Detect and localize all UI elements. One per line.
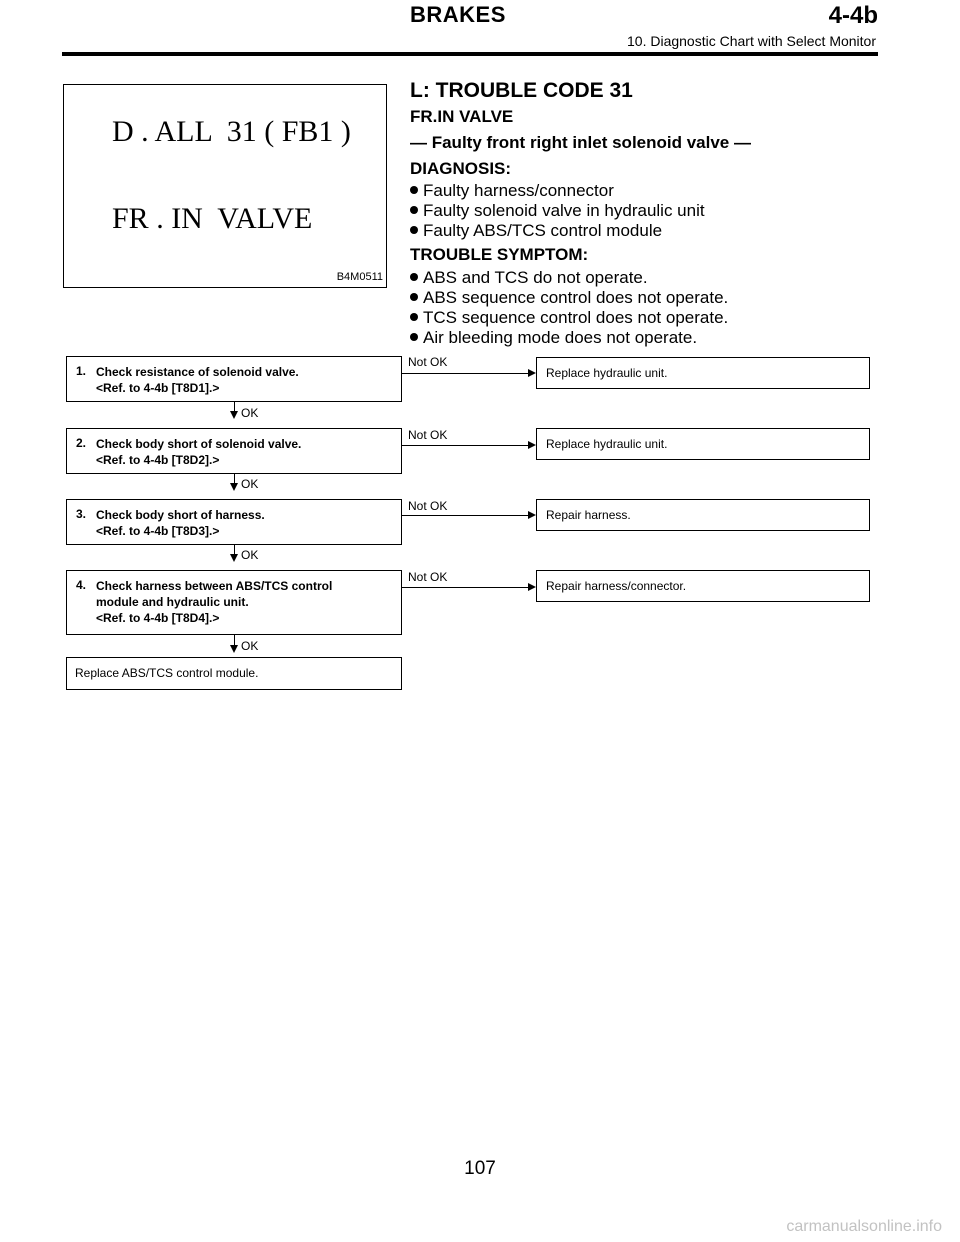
header-rule xyxy=(62,52,878,56)
ok-label: OK xyxy=(241,406,259,420)
bullet-icon xyxy=(410,206,418,214)
bullet-icon xyxy=(410,273,418,281)
not-ok-connector xyxy=(402,587,528,588)
flow-step-3: 3. Check body short of harness. <Ref. to 4-4b [T8D3].> xyxy=(66,499,402,545)
symptom-item: TCS sequence control does not operate. xyxy=(410,308,728,328)
code-description: — Faulty front right inlet solenoid valve — xyxy=(410,133,751,152)
section-subtitle: 10. Diagnostic Chart with Select Monitor xyxy=(627,33,876,49)
bullet-icon xyxy=(410,186,418,194)
not-ok-action-2: Replace hydraulic unit. xyxy=(536,428,870,460)
diagnosis-item: Faulty harness/connector xyxy=(410,181,614,201)
ok-label: OK xyxy=(241,639,259,653)
final-action: Replace ABS/TCS control module. xyxy=(66,657,402,690)
flow-step-4: 4. Check harness between ABS/TCS control module and hydraulic unit. <Ref. to 4-4b [T8D4].> xyxy=(66,570,402,635)
bullet-icon xyxy=(410,226,418,234)
trouble-code-title: L: TROUBLE CODE 31 xyxy=(410,79,633,102)
diagnosis-item: Faulty solenoid valve in hydraulic unit xyxy=(410,201,705,221)
figure-id: B4M0511 xyxy=(336,271,383,283)
not-ok-label: Not OK xyxy=(408,570,448,584)
not-ok-connector xyxy=(402,515,528,516)
bullet-icon xyxy=(410,313,418,321)
not-ok-label: Not OK xyxy=(408,499,448,513)
code-name: FR.IN VALVE xyxy=(410,107,514,126)
watermark: carmanualsonline.info xyxy=(786,1218,942,1235)
not-ok-label: Not OK xyxy=(408,428,448,442)
not-ok-action-4: Repair harness/connector. xyxy=(536,570,870,602)
symptom-item: ABS and TCS do not operate. xyxy=(410,268,648,288)
bullet-icon xyxy=(410,293,418,301)
not-ok-connector xyxy=(402,445,528,446)
arrow-down-icon xyxy=(230,411,238,419)
monitor-line-1: D . ALL 31 ( FB1 ) xyxy=(112,115,351,148)
not-ok-connector xyxy=(402,373,528,374)
monitor-display-figure xyxy=(63,84,387,288)
not-ok-label: Not OK xyxy=(408,355,448,369)
monitor-line-2: FR . IN VALVE xyxy=(112,202,313,235)
page-number: 107 xyxy=(464,1158,496,1179)
arrow-right-icon xyxy=(528,583,536,591)
arrow-down-icon xyxy=(230,554,238,562)
not-ok-action-3: Repair harness. xyxy=(536,499,870,531)
flow-step-2: 2. Check body short of solenoid valve. <Ref. to 4-4b [T8D2].> xyxy=(66,428,402,474)
arrow-down-icon xyxy=(230,483,238,491)
symptom-item: ABS sequence control does not operate. xyxy=(410,288,728,308)
flow-step-1: 1. Check resistance of solenoid valve. <Ref. to 4-4b [T8D1].> xyxy=(66,356,402,402)
section-title: BRAKES xyxy=(410,2,506,27)
section-code: 4-4b xyxy=(828,2,878,29)
arrow-right-icon xyxy=(528,369,536,377)
ok-label: OK xyxy=(241,548,259,562)
arrow-right-icon xyxy=(528,511,536,519)
not-ok-action-1: Replace hydraulic unit. xyxy=(536,357,870,389)
ok-label: OK xyxy=(241,477,259,491)
symptom-heading: TROUBLE SYMPTOM: xyxy=(410,245,589,264)
bullet-icon xyxy=(410,333,418,341)
arrow-right-icon xyxy=(528,441,536,449)
diagnosis-heading: DIAGNOSIS: xyxy=(410,159,512,178)
diagnosis-item: Faulty ABS/TCS control module xyxy=(410,221,662,241)
symptom-item: Air bleeding mode does not operate. xyxy=(410,328,697,348)
arrow-down-icon xyxy=(230,645,238,653)
